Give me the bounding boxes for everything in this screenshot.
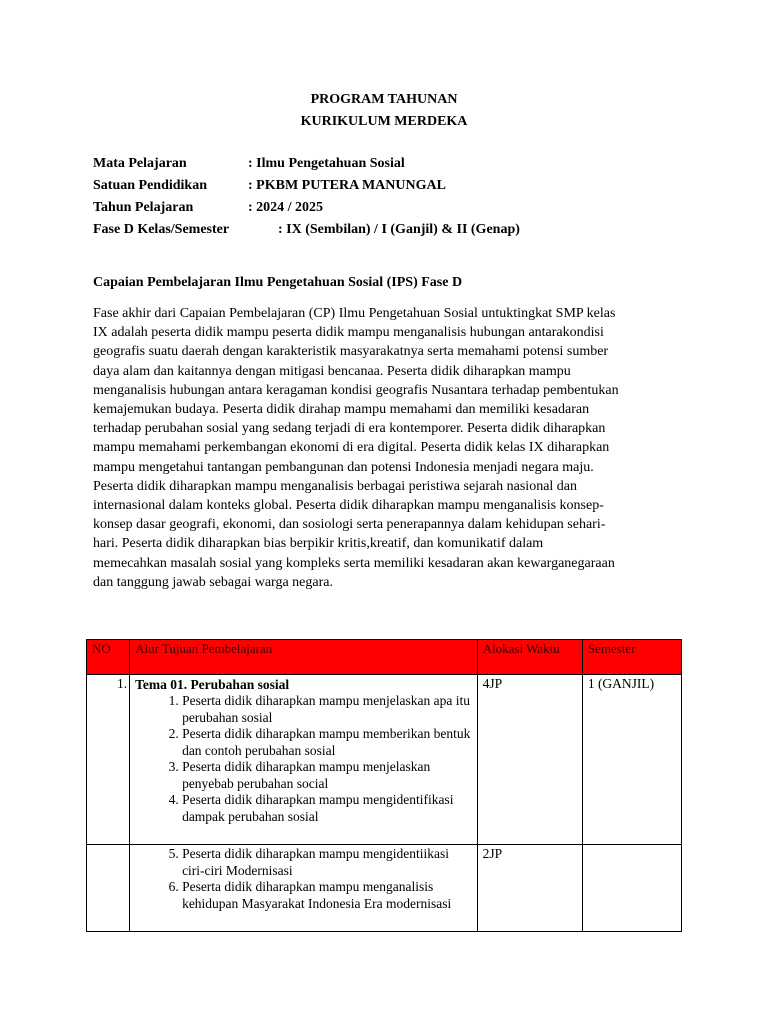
table-header-row [87,640,682,675]
meta-label: Satuan Pendidikan [93,178,207,193]
meta-value: : PKBM PUTERA MANUNGAL [248,178,446,193]
row-semester [582,845,681,932]
cp-line: mampu mengetahui tantangan pembangunan dan potensi Indonesia menjadi negara maju. [93,459,594,475]
header-alokasi: Alokasi Waktu [477,640,582,675]
row-alokasi: 4JP [477,675,582,845]
cp-line: IX adalah peserta didik mampu peserta didik mampu menganalisis hubungan antarakondisi [93,325,604,341]
header-alur: Alur Tujuan Pembelajaran [130,640,478,675]
header-no: NO [87,640,130,675]
list-item: 6. Peserta didik diharapkan mampu menganalisis kehidupan Masyarakat Indonesia Era modernisasi [182,879,472,912]
cp-line: menganalisis hubungan antara keragaman kondisi geografis Nusantara terhadap pembentukan [93,382,619,398]
row-theme: Tema 01. Perubahan sosial [135,677,290,692]
meta-value: : Ilmu Pengetahuan Sosial [248,156,405,171]
cp-line: geografis suatu daerah dengan karakteristik masyarakatnya serta memahami potensi sumber [93,344,609,360]
header-semester: Semester [582,640,681,675]
row-number: 1. [87,675,130,845]
cp-paragraph [93,304,678,592]
cp-line: internasional dalam konteks global. Peserta didik diharapkan mampu menganalisis konsep- [93,498,604,514]
cp-line: Peserta didik diharapkan mampu menganalisis berbagai peristiwa sejarah nasional dan [93,478,578,494]
cp-line: dan tanggung jawab sebagai warga negara. [93,574,333,590]
row-content [130,675,478,845]
cp-line: daya alam dan kaitannya dengan mitigasi bencanaa. Peserta didik diharapkan mampu [93,363,571,379]
document-title: PROGRAM TAHUNAN [310,92,458,107]
cp-line: kemajemukan budaya. Peserta didik dirahap mampu memahami dan memiliki kesadaran [93,402,590,418]
list-item: 3. Peserta didik diharapkan mampu menjelaskan penyebab perubahan social [182,759,472,792]
objective-list [135,846,472,912]
row-content [130,845,478,932]
row-number [87,845,130,932]
cp-line: memecahkan masalah sosial yang kompleks serta memiliki kesadaran akan kewarganegaraan [93,555,615,571]
cp-line: konsep dasar geografi, ekonomi, dan sosiologi serta penerapannya dalam kehidupan sehari- [93,517,606,533]
cp-line: mampu memahami perkembangan ekonomi di era digital. Peserta didik kelas IX diharapkan [93,440,610,456]
table-row [87,675,682,845]
alur-tujuan-table [86,639,682,932]
document-subtitle: KURIKULUM MERDEKA [300,114,468,129]
list-item: 4. Peserta didik diharapkan mampu mengidentifikasi dampak perubahan sosial [182,792,472,825]
cp-line: terhadap perubahan sosial yang sedang terjadi di era kontemporer. Peserta didik diharapkan [93,421,606,437]
meta-label: Tahun Pelajaran [93,200,194,215]
cp-heading: Capaian Pembelajaran Ilmu Pengetahuan Sosial (IPS) Fase D [93,275,463,290]
list-item: 1. Peserta didik diharapkan mampu menjelaskan apa itu perubahan sosial [182,693,472,726]
row-semester: 1 (GANJIL) [582,675,681,845]
cp-line: Fase akhir dari Capaian Pembelajaran (CP) Ilmu Pengetahuan Sosial untuktingkat SMP kelas [93,306,616,321]
list-item: 5. Peserta didik diharapkan mampu mengidentiikasi ciri-ciri Modernisasi [182,846,472,879]
table-row [87,845,682,932]
meta-value: : 2024 / 2025 [248,200,324,215]
objective-list [135,693,472,825]
meta-label: Mata Pelajaran [93,156,187,171]
meta-value: : IX (Sembilan) / I (Ganjil) & II (Genap) [278,222,520,237]
meta-label: Fase D Kelas/Semester [93,222,230,237]
list-item: 2. Peserta didik diharapkan mampu memberikan bentuk dan contoh perubahan sosial [182,726,472,759]
row-alokasi: 2JP [477,845,582,932]
cp-line: hari. Peserta didik diharapkan bias berpikir kritis,kreatif, dan komunikatif dalam [93,536,544,552]
